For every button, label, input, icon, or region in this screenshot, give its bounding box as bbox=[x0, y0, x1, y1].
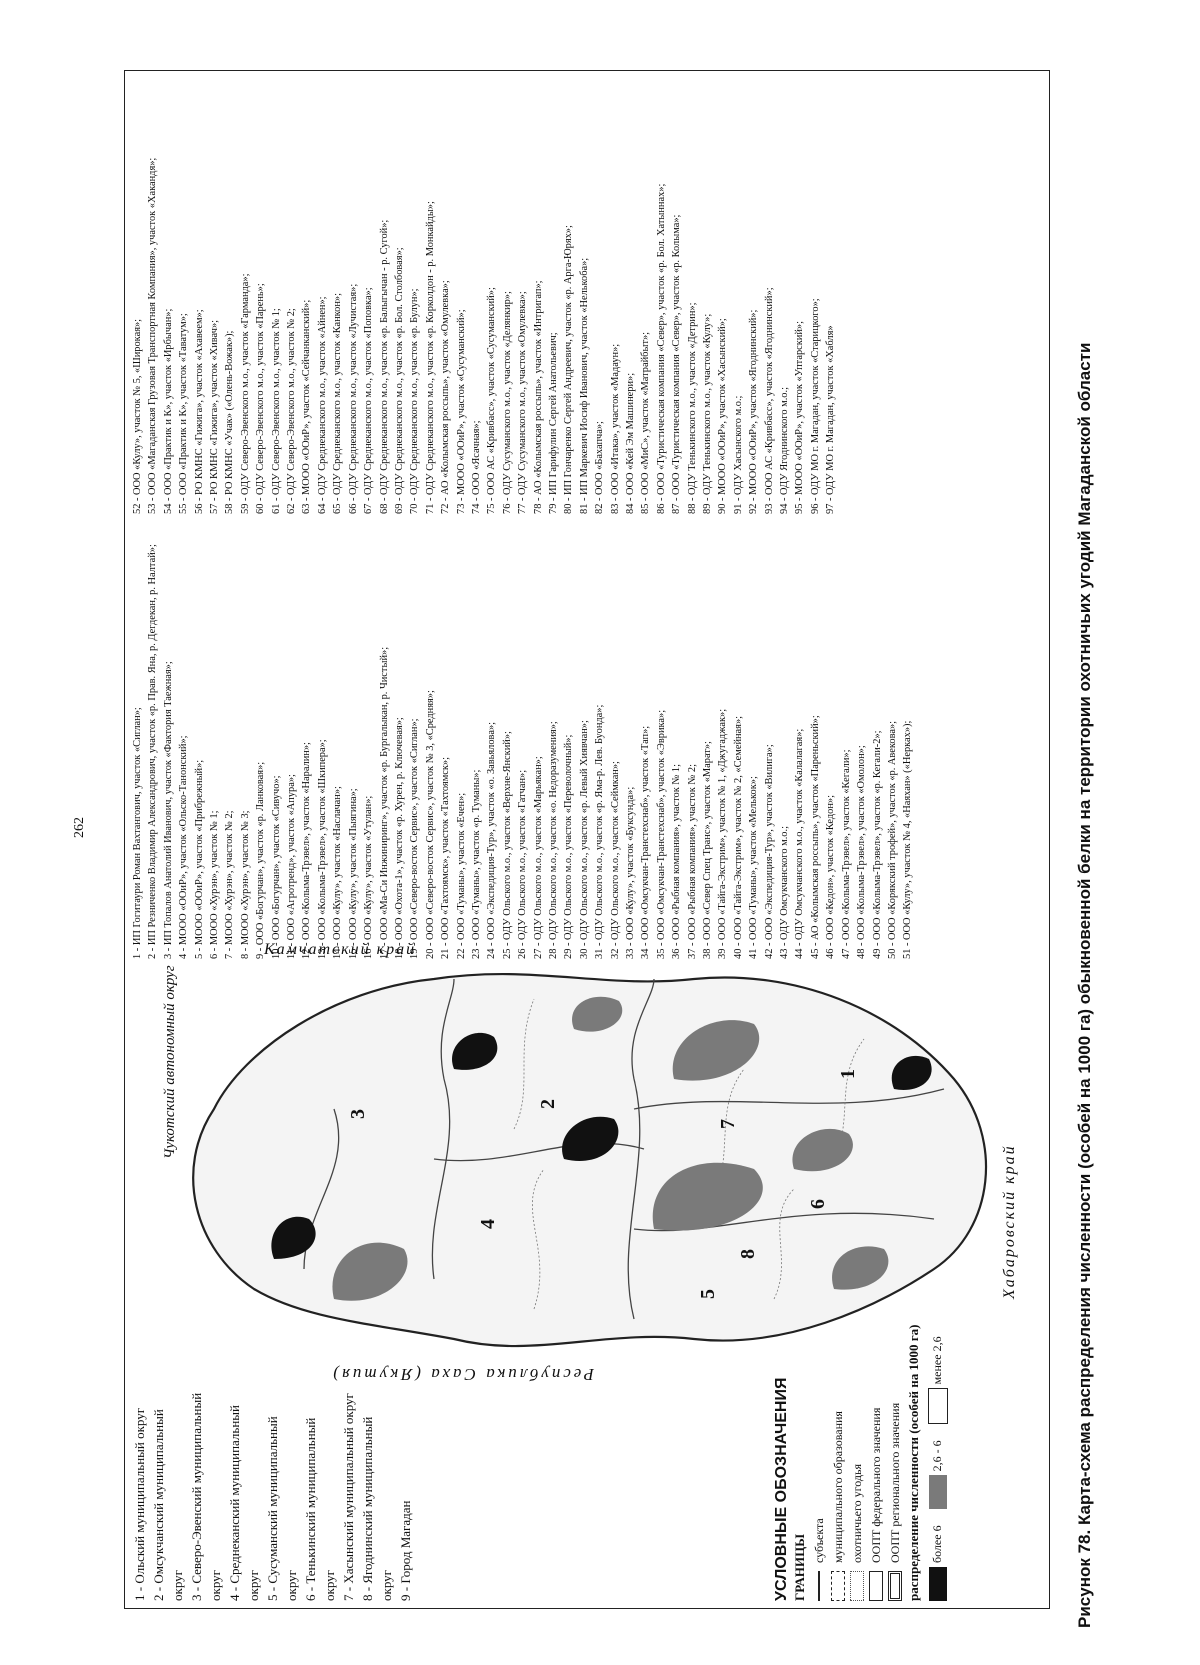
map-legend bbox=[774, 961, 948, 1601]
lease-item: 91 - ОДУ Хасынского м.о.; bbox=[732, 395, 744, 514]
lease-item: 77 - ОДУ Сусуманского м.о., участок «Омулевка»; bbox=[517, 291, 529, 514]
lease-item: 33 - ООО «Кулу», участок «Буксунда»; bbox=[625, 786, 636, 959]
district-item: 1 - Ольский муниципальный округ bbox=[132, 1407, 147, 1601]
district-number: 6 bbox=[807, 1199, 829, 1209]
lease-item: 34 - ООО «Омсукчан-Транстехснаб», участок «Тап»; bbox=[640, 725, 652, 959]
lease-item: 8 - МООО «Хурэн», участок № 3; bbox=[239, 810, 251, 959]
lease-item: 86 - ООО «Туристическая компания «Север», участок «р. Бол. Хатыннах»; bbox=[655, 183, 667, 514]
legend-label: муниципального образования bbox=[831, 1411, 845, 1563]
lease-item: 80 - ИП Гончаренко Сергей Андреевич, участок «р. Арга-Юрях»; bbox=[563, 225, 575, 514]
lease-item: 93 - ООО АС «Кривбасс», участок «Ягоднинский»; bbox=[763, 287, 775, 514]
region-border-swatch bbox=[818, 1571, 820, 1601]
lease-item: 10 - ООО «Богурчан», участок «Сивучо»; bbox=[270, 775, 282, 959]
district-number: 4 bbox=[477, 1219, 499, 1229]
lease-item: 81 - ИП Маркевич Иосиф Иванович, участок «Нелькоба»; bbox=[578, 257, 590, 514]
lease-item: 26 - ОДУ Ольского м.о., участок «Гатчан»; bbox=[517, 769, 529, 959]
lease-item: 1 - ИП Гогитаури Роман Вахтангович, участок «Сиглан»; bbox=[132, 707, 143, 959]
density-swatch-high bbox=[929, 1567, 947, 1601]
lease-item: 89 - ОДУ Тенькинского м.о., участок «Кулу»; bbox=[702, 313, 714, 514]
district-number: 5 bbox=[697, 1289, 719, 1299]
lease-item: 61 - ОДУ Северо-Эвенского м.о., участок № 1; bbox=[270, 308, 282, 514]
lease-item: 37 - ООО «Рыбная компания», участок № 2; bbox=[686, 764, 698, 959]
density-item bbox=[929, 1525, 947, 1601]
lease-item: 5 - МООО «ООиР», участок «Прибрежный»; bbox=[193, 759, 205, 959]
lease-item: 92 - МООО «ООиР», участок «Ягоднинский»; bbox=[748, 309, 760, 514]
lease-item: 90 - МООО «ООиР», участок «Хасынский»; bbox=[717, 318, 729, 514]
map-sheet bbox=[124, 70, 1050, 1609]
legend-borders-heading: ГРАНИЦЫ bbox=[792, 1533, 807, 1601]
lease-item: 51 - ООО «Кулу», участок № 4, «Наяхан» («Нерках»); bbox=[902, 720, 914, 959]
lease-item: 14 - ООО «Кулу», участок «Наслачан»; bbox=[332, 786, 344, 959]
lease-item: 17 - ООО «Ма-Си Инжиниринг», участок «р. Бургалыкан, р. Чистый»; bbox=[378, 646, 390, 959]
lease-item: 3 - ИП Топалов Анатолий Иванович, участок «Фактория Таежная»; bbox=[162, 661, 174, 959]
legend-label: ООПТ регионального значения bbox=[888, 1402, 902, 1563]
lease-item: 11 - ООО «Агротренд», участок «Апура»; bbox=[286, 774, 298, 959]
lease-item: 45 - АО «Колымская россыпь», участок «Пареньский»; bbox=[809, 715, 821, 959]
lease-item: 78 - АО «Колымская россыпь», участок «Интригап»; bbox=[532, 280, 544, 514]
lease-item: 68 - ОДУ Среднеканского м.о., участок «р. Балыгычан - р. Сугой»; bbox=[378, 219, 390, 514]
lease-item: 30 - ОДУ Ольского м.о., участок «р. Левый Хиявчан»; bbox=[578, 720, 590, 959]
hunting-ground-swatch bbox=[850, 1571, 864, 1601]
lease-item: 65 - ОДУ Среднеканского м.о., участок «Канкон»; bbox=[332, 292, 344, 514]
lease-item: 19 - ООО «Северо-восток Сервис», участок «Сиглан»; bbox=[409, 718, 421, 959]
lease-item: 20 - ООО «Северо-восток Сервис», участок № 3, «Средняя»; bbox=[424, 690, 436, 959]
lease-item: 44 - ОДУ Омсукчанского м.о., участок «Калалагая»; bbox=[794, 728, 806, 959]
lease-item: 31 - ОДУ Ольского м.о., участок «р. Яма-р. Лев. Буонда»; bbox=[594, 704, 606, 959]
district-number: 8 bbox=[737, 1249, 759, 1259]
lease-item: 50 - ООО «Корякский трофей», участок «р. Авекова»; bbox=[886, 720, 898, 959]
lease-item: 60 - ОДУ Северо-Эвенского м.о., участок «Парень»; bbox=[255, 283, 267, 514]
lease-item: 97 - ОДУ МО г. Магадан, участок «Хабля» bbox=[825, 325, 837, 514]
legend-row bbox=[849, 961, 865, 1601]
lease-item: 54 - ООО «Практик и К», участок «Ирбычан»; bbox=[162, 308, 174, 514]
lease-column bbox=[130, 524, 1042, 959]
lease-item: 70 - ОДУ Среднеканского м.о., участок «р. Булун»; bbox=[409, 288, 421, 514]
lease-item: 27 - ОДУ Ольского м.о., участок «Марьякан»; bbox=[532, 756, 544, 959]
lease-item: 58 - РО КМНС «Учак» («Олень-Вожак»); bbox=[224, 330, 236, 514]
legend-label: охотничьего угодья bbox=[850, 1463, 864, 1563]
region-label-khabarovsk: Хабаровский край bbox=[1001, 1144, 1018, 1299]
lease-item: 22 - ООО «Туманы», участок «Ечен»; bbox=[455, 792, 467, 959]
lease-item: 29 - ОДУ Ольского м.о., участок «Переволочный»; bbox=[563, 734, 575, 959]
figure-caption: Рисунок 78. Карта-схема распределения численности (особей на 1000 га) обыкновенной белки на территории охотничьих угодий Магаданской области bbox=[1075, 342, 1094, 1628]
legend-row bbox=[868, 961, 884, 1601]
lease-item: 4 - МООО «ООиР», участок «Ольско-Танонский»; bbox=[178, 735, 190, 959]
lease-item: 24 - ООО «Экспедиция-Тур», участок «о. Завьялова»; bbox=[486, 721, 498, 959]
lease-item: 76 - ОДУ Сусуманского м.о., участок «Делянкир»; bbox=[501, 291, 513, 514]
lease-item: 88 - ОДУ Тенькинского м.о., участок «Детрин»; bbox=[686, 302, 698, 514]
density-label: менее 2,6 bbox=[929, 1336, 944, 1385]
lease-item: 46 - ООО «Кедон», участок «Кедон»; bbox=[825, 794, 837, 959]
district-item: 2 - Омсукчанский муниципальный округ bbox=[151, 1409, 185, 1601]
lease-item: 47 - ООО «Колыма-Трэвел», участок «Кегали»; bbox=[840, 749, 852, 959]
region-label-kamchatka: Камчатский край bbox=[264, 941, 417, 958]
lease-item: 13 - ООО «Колыма-Трэвел», участок «Шкипера»; bbox=[316, 739, 328, 959]
lease-item: 55 - ООО «Практик и К», участок «Таватум»; bbox=[178, 313, 190, 514]
lease-item: 96 - ОДУ МО г. Магадан, участок «Старицкого»; bbox=[809, 298, 821, 514]
legend-density-heading: распределение численности (особей на 1000 га) bbox=[906, 1324, 921, 1601]
lease-item: 23 - ООО «Туманы», участок «р. Туманы»; bbox=[470, 769, 482, 959]
lease-item: 42 - ООО «Экспедиция-Тур», участок «Вилига»; bbox=[763, 744, 775, 959]
page-number: 262 bbox=[72, 817, 87, 838]
region-label-yakutia: Республика Саха (Якутия) bbox=[330, 1365, 594, 1384]
legend-row bbox=[887, 961, 903, 1601]
region-label-chukotka: Чукотский автономный округ bbox=[162, 965, 178, 1159]
lease-item: 56 - РО КМНС «Гижига», участок «Ахавеем»; bbox=[193, 309, 205, 514]
lease-item: 41 - ООО «Туманы», участок «Мелькок»; bbox=[748, 776, 760, 959]
district-number: 2 bbox=[537, 1099, 559, 1109]
district-number: 7 bbox=[717, 1119, 739, 1129]
lease-item: 71 - ОДУ Среднеканского м.о., участок «р. Корколдон - р. Монкайды»; bbox=[424, 201, 436, 514]
density-label: 2,6 - 6 bbox=[929, 1440, 944, 1472]
density-item bbox=[928, 1336, 948, 1424]
lease-item: 66 - ОДУ Среднеканского м.о., участок «Лучистая»; bbox=[347, 283, 359, 514]
lease-item: 94 - ОДУ Ягоднинского м.о.; bbox=[779, 387, 791, 514]
lease-item: 64 - ОДУ Среднеканского м.о., участок «Айнен»; bbox=[316, 296, 328, 514]
lease-item: 40 - ООО «Тайга-Экстрим», участок № 2, «Семейная»; bbox=[732, 715, 744, 959]
lease-item: 67 - ОДУ Среднеканского м.о., участок «Поповка»; bbox=[363, 287, 375, 514]
federal-protected-area-swatch bbox=[869, 1571, 883, 1601]
lease-item: 32 - ОДУ Ольского м.о., участок «Сеймкан»; bbox=[609, 761, 621, 959]
lease-item: 6 - МООО «Хурэн», участок № 1; bbox=[209, 810, 221, 959]
legend-row bbox=[830, 961, 846, 1601]
district-item: 8 - Ягоднинский муниципальный округ bbox=[360, 1416, 394, 1601]
lease-item: 73 - МООО «ООиР», участок «Сусуманский»; bbox=[455, 309, 467, 514]
lease-item: 7 - МООО «Хурэн», участок № 2; bbox=[224, 810, 236, 959]
lease-item: 72 - АО «Колымская россыпь», участок «Омулевка»; bbox=[440, 280, 452, 514]
lease-item: 49 - ООО «Колыма-Трэвел», участок «р. Кегали-2»; bbox=[871, 730, 883, 959]
legend-label: субъекта bbox=[812, 1518, 826, 1563]
lease-item: 75 - ООО АС «Кривбасс», участок «Сусуманский»; bbox=[486, 287, 498, 514]
lease-item: 28 - ОДУ Ольского м.о., участок «о. Недоразумения»; bbox=[547, 721, 559, 959]
lease-item: 12 - ООО «Колыма-Трэвел», участок «Наралин»; bbox=[301, 742, 313, 959]
lease-item: 36 - ООО «Рыбная компания», участок № 1; bbox=[671, 764, 683, 959]
lease-item: 85 - ООО «МиС», участок «Матрайбыт»; bbox=[640, 331, 652, 514]
lease-item: 82 - ООО «Бахапча»; bbox=[594, 421, 606, 514]
district-number: 3 bbox=[347, 1109, 369, 1119]
lease-item: 57 - РО КМНС «Гижига», участок «Хивач»; bbox=[209, 319, 221, 514]
legend-label: ООПТ федерального значения bbox=[869, 1407, 883, 1563]
lease-item: 63 - МООО «ООиР», участок «Сейчанканский»; bbox=[301, 299, 313, 514]
lease-item: 21 - ООО «Тахтоямск», участок «Тахтоямск»; bbox=[440, 756, 452, 959]
lease-item: 69 - ОДУ Среднеканского м.о., участок «р. Бол. Столбовая»; bbox=[393, 247, 405, 514]
lease-item: 39 - ООО «Тайга-Экстрим», участок № 1, «Джугаджак»; bbox=[717, 708, 729, 959]
lease-item: 95 - МООО «ООиР», участок «Уптарский»; bbox=[794, 320, 806, 514]
municipal-border-swatch bbox=[831, 1571, 845, 1601]
lease-item: 87 - ООО «Туристическая компания «Север», участок «р. Колыма»; bbox=[671, 214, 683, 514]
district-item: 5 - Сусуманский муниципальный округ bbox=[265, 1416, 299, 1601]
legend-row bbox=[811, 961, 827, 1601]
density-swatch-medium bbox=[929, 1475, 947, 1509]
lease-item: 53 - ООО «Магаданская Грузовая Транспортная Компания», участок «Хакандя»; bbox=[147, 157, 159, 514]
density-item bbox=[929, 1440, 947, 1509]
lease-item: 83 - ООО «Итака», участок «Мадаун»; bbox=[609, 343, 621, 514]
district-item: 3 - Северо-Эвенский муниципальный округ bbox=[189, 1392, 223, 1601]
district-list bbox=[130, 1391, 415, 1601]
lease-column bbox=[130, 79, 1042, 514]
lease-item: 35 - ООО «Омсукчан-Транстехснаб», участок «Эврика»; bbox=[655, 709, 667, 959]
legend-title: УСЛОВНЫЕ ОБОЗНАЧЕНИЯ bbox=[773, 1377, 790, 1601]
district-item: 7 - Хасынский муниципальный округ bbox=[341, 1393, 356, 1601]
lease-item: 2 - ИП Резниченко Владимир Александрович, участок «р. Прав. Яна, р. Дегдекан, р. Налтай»; bbox=[147, 544, 159, 959]
density-label: более 6 bbox=[929, 1525, 944, 1563]
lease-item: 48 - ООО «Колыма-Трэвел», участок «Омолон»; bbox=[856, 745, 868, 959]
lease-item: 9 - ООО «Богурчан», участок «р. Ланковая»; bbox=[255, 761, 267, 959]
district-number: 1 bbox=[837, 1069, 859, 1079]
lease-item: 59 - ОДУ Северо-Эвенского м.о., участок «Гарманда»; bbox=[239, 273, 251, 514]
lease-item: 18 - ООО «Охота-1», участок «р. Хурен, р. Ключевая»; bbox=[393, 717, 405, 959]
lease-item: 15 - ООО «Кулу», участок «Пыягина»; bbox=[347, 788, 359, 959]
district-item: 9 - Город Магадан bbox=[398, 1500, 413, 1601]
density-swatch-low bbox=[928, 1388, 948, 1424]
hunting-lease-list bbox=[130, 79, 1042, 959]
district-item: 4 - Среднеканский муниципальный округ bbox=[227, 1405, 261, 1601]
lease-item: 52 - ООО «Кулу», участок № 5, «Широкая»; bbox=[132, 318, 143, 514]
lease-item: 84 - ООО «Кей Эм Машинери»; bbox=[625, 372, 636, 514]
lease-item: 74 - ООО «Ясачная»; bbox=[470, 420, 482, 514]
density-scale bbox=[928, 961, 948, 1601]
lease-item: 16 - ООО «Кулу», участок «Утулан»; bbox=[363, 795, 375, 959]
lease-item: 43 - ОДУ Омсукчанского м.о.; bbox=[779, 826, 791, 959]
lease-item: 62 - ОДУ Северо-Эвенского м.о., участок № 2; bbox=[286, 308, 298, 514]
lease-item: 38 - ООО «Север Спец Транс», участок «Марат»; bbox=[702, 741, 714, 959]
district-item: 6 - Тенькинский муниципальный округ bbox=[303, 1417, 337, 1601]
regional-protected-area-swatch bbox=[888, 1571, 902, 1601]
lease-item: 25 - ОДУ Ольского м.о., участок «Верхне-Янский»; bbox=[501, 731, 513, 959]
lease-item: 79 - ИП Гарифулин Сергей Анатольевич; bbox=[547, 332, 559, 514]
